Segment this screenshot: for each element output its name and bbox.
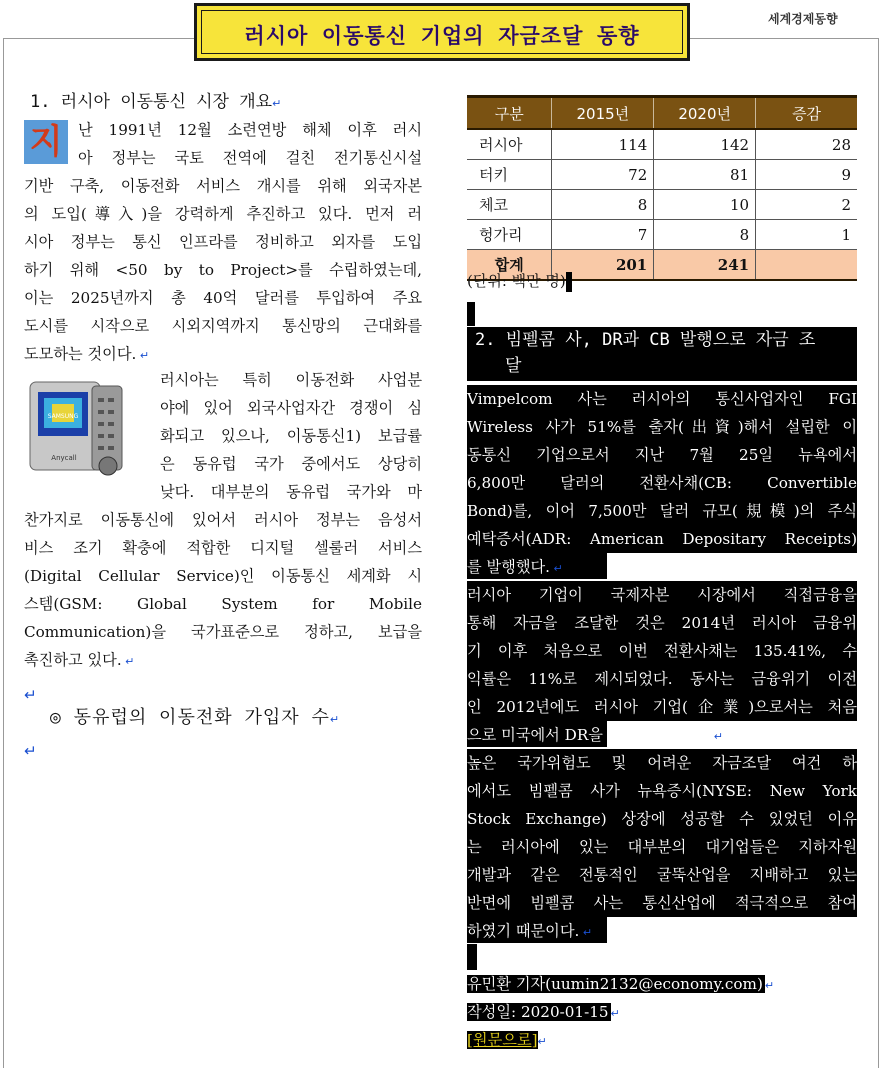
section-heading-2: 2. 빔펠콤 사, DR과 CB 발행으로 자금 조 달 [467, 327, 857, 381]
text-line: 개발과 같은 전통적인 굴뚝산업을 지배하고 있는 [467, 866, 857, 884]
text-line: Stock Exchange) 상장에 성공할 수 있었던 이유 [467, 810, 857, 828]
table-cell: 8 [654, 220, 756, 250]
text-line: 기반 구축, 이동전화 서비스 개시를 위해 외국자본 [24, 177, 422, 195]
svg-text:SAMSUNG: SAMSUNG [47, 413, 79, 420]
text-line: 하였기 때문이다. ↵ [467, 922, 593, 940]
table-cell: 2 [756, 190, 857, 220]
date-line: 작성일: 2020-01-15 ↵ [467, 1003, 620, 1021]
table-row [467, 160, 857, 190]
text-line: 익률은 11%로 제시되었다. 동사는 금융위기 이전 [467, 670, 857, 688]
text-line: 이는 2025년까지 총 40억 달러를 투입하여 주요 [24, 289, 422, 307]
table-cell: 합계 [467, 250, 552, 281]
pilcrow: ↵ [24, 742, 37, 760]
table-header-cell: 2020년 [654, 97, 756, 130]
text-line: 찬가지로 이동통신에 있어서 러시아 정부는 음성서 [24, 511, 422, 529]
section-tag: 세계경제동향 [768, 12, 838, 26]
text-line: Wireless 사가 51%를 출자(出資)해서 설립한 이 [467, 418, 857, 436]
text-line: 높은 국가위험도 및 어려운 자금조달 여건 하 [467, 754, 857, 772]
text-line: 촉진하고 있다. ↵ [24, 651, 135, 669]
table-row [467, 129, 857, 160]
text-line: Communication)을 국가표준으로 정하고, 보급을 [24, 623, 422, 641]
table-cell: 81 [654, 160, 756, 190]
text-line: 에서도 빔펠콤 사가 뉴욕증시(NYSE: New York [467, 782, 857, 800]
text-line: 아 정부는 국토 전역에 걸친 전기통신시설 [78, 149, 422, 167]
phone-image [28, 378, 128, 478]
text-line: 은 동유럽 국가 중에서도 상당히 [160, 455, 422, 473]
table-cell: 114 [552, 129, 654, 160]
text-line: 예탁증서(ADR: American Depositary Receipts) [467, 530, 857, 548]
text-line: 러시아는 특히 이동전화 사업분 [160, 371, 422, 389]
text-line: 화되고 있으나, 이동통신1) 보급률 [160, 427, 422, 445]
table-header-cell: 증감 [756, 97, 857, 130]
text-line: Vimpelcom 사는 러시아의 통신사업자인 FGI [467, 390, 857, 408]
text-line: 러시아 기업이 국제자본 시장에서 직접금융을 [467, 586, 857, 604]
text-line: 시아 정부는 통신 인프라를 정비하고 외자를 도입 [24, 233, 422, 251]
page-title: 러시아 이동통신 기업의 자금조달 동향 [244, 24, 640, 48]
text-line: 비스 조기 확충에 적합한 디지털 셀룰러 서비스 [24, 539, 422, 557]
table-cell: 8 [552, 190, 654, 220]
source-link[interactable]: [원문으로] [467, 1031, 538, 1049]
text-line: 낮다. 대부분의 동유럽 국가와 마 [160, 483, 422, 501]
unit-note: (단위: 백만 명) [467, 270, 572, 292]
table-cell: 터키 [467, 160, 552, 190]
table-cell: 1 [756, 220, 857, 250]
table-cell: 체코 [467, 190, 552, 220]
blank-line [467, 944, 477, 970]
table-cell: 72 [552, 160, 654, 190]
text-line: 하기 위해 <50 by to Project>를 수립하였는데, [24, 261, 422, 279]
table-cell: 러시아 [467, 129, 552, 160]
title-box [194, 3, 690, 61]
text-line: 6,800만 달러의 전환사채(CB: Convertible [467, 474, 857, 492]
text-line: 반면에 빔펠콤 사는 통신산업에 적극적으로 참여 [467, 894, 857, 912]
table-cell: 7 [552, 220, 654, 250]
table-cell: 28 [756, 129, 857, 160]
table-subheading: ◎ 동유럽의 이동전화 가입자 수↵ [50, 707, 341, 728]
text-line: 으로 미국에서 DR을 발행한 바 있다. ↵ [467, 726, 724, 744]
table-cell [756, 250, 857, 281]
table-cell: 241 [654, 250, 756, 281]
text-line: (Digital Cellular Service)인 이동통신 세계화 시 [24, 567, 422, 585]
svg-text:Anycall: Anycall [51, 454, 77, 462]
text-line: 난 1991년 12월 소련연방 해체 이후 러시 [78, 121, 422, 139]
text-line: 동통신 기업으로서 지난 7월 25일 뉴욕에서 [467, 446, 857, 464]
cursor-block [467, 302, 475, 326]
text-line: 기 이후 처음으로 이번 전환사채는 135.41%, 수 [467, 642, 857, 660]
text-line: 스템(GSM: Global System for Mobile [24, 595, 422, 613]
table-cell: 201 [552, 250, 654, 281]
text-line: 야에 있어 외국사업자간 경쟁이 심 [160, 399, 422, 417]
pilcrow: ↵ [24, 686, 37, 704]
source-link-line: [원문으로]↵ [467, 1031, 547, 1049]
text-line: 는 러시아에 있는 대부분의 대기업들은 지하자원 [467, 838, 857, 856]
text-line: 도모하는 것이다. ↵ [24, 345, 150, 363]
table-header-cell: 2015년 [552, 97, 654, 130]
text-line: Bond)를, 이어 7,500만 달러 규모(規模)의 주식 [467, 502, 857, 520]
text-line: 의 도입(導入)을 강력하게 추진하고 있다. 먼저 러 [24, 205, 422, 223]
reporter-line: 유민환 기자(uumin2132@economy.com) ↵ [467, 975, 775, 993]
table-row [467, 190, 857, 220]
table-header-cell: 구분 [467, 97, 552, 130]
subscriber-table [467, 95, 857, 281]
text-line: 를 발행했다. ↵ [467, 558, 563, 576]
text-line: 인 2012년에도 러시아 기업(企業)으로서는 처음 [467, 698, 857, 716]
table-cell: 9 [756, 160, 857, 190]
table-cell: 142 [654, 129, 756, 160]
table-cell: 헝가리 [467, 220, 552, 250]
table-row [467, 220, 857, 250]
text-line: 도시를 시작으로 시외지역까지 통신망의 근대화를 [24, 317, 422, 335]
drop-cap: 지 [24, 120, 68, 164]
table-cell: 10 [654, 190, 756, 220]
section-heading-1: 1. 러시아 이동통신 시장 개요↵ [30, 92, 282, 112]
text-line: 통해 자금을 조달한 것은 2014년 러시아 금융위 [467, 614, 857, 632]
